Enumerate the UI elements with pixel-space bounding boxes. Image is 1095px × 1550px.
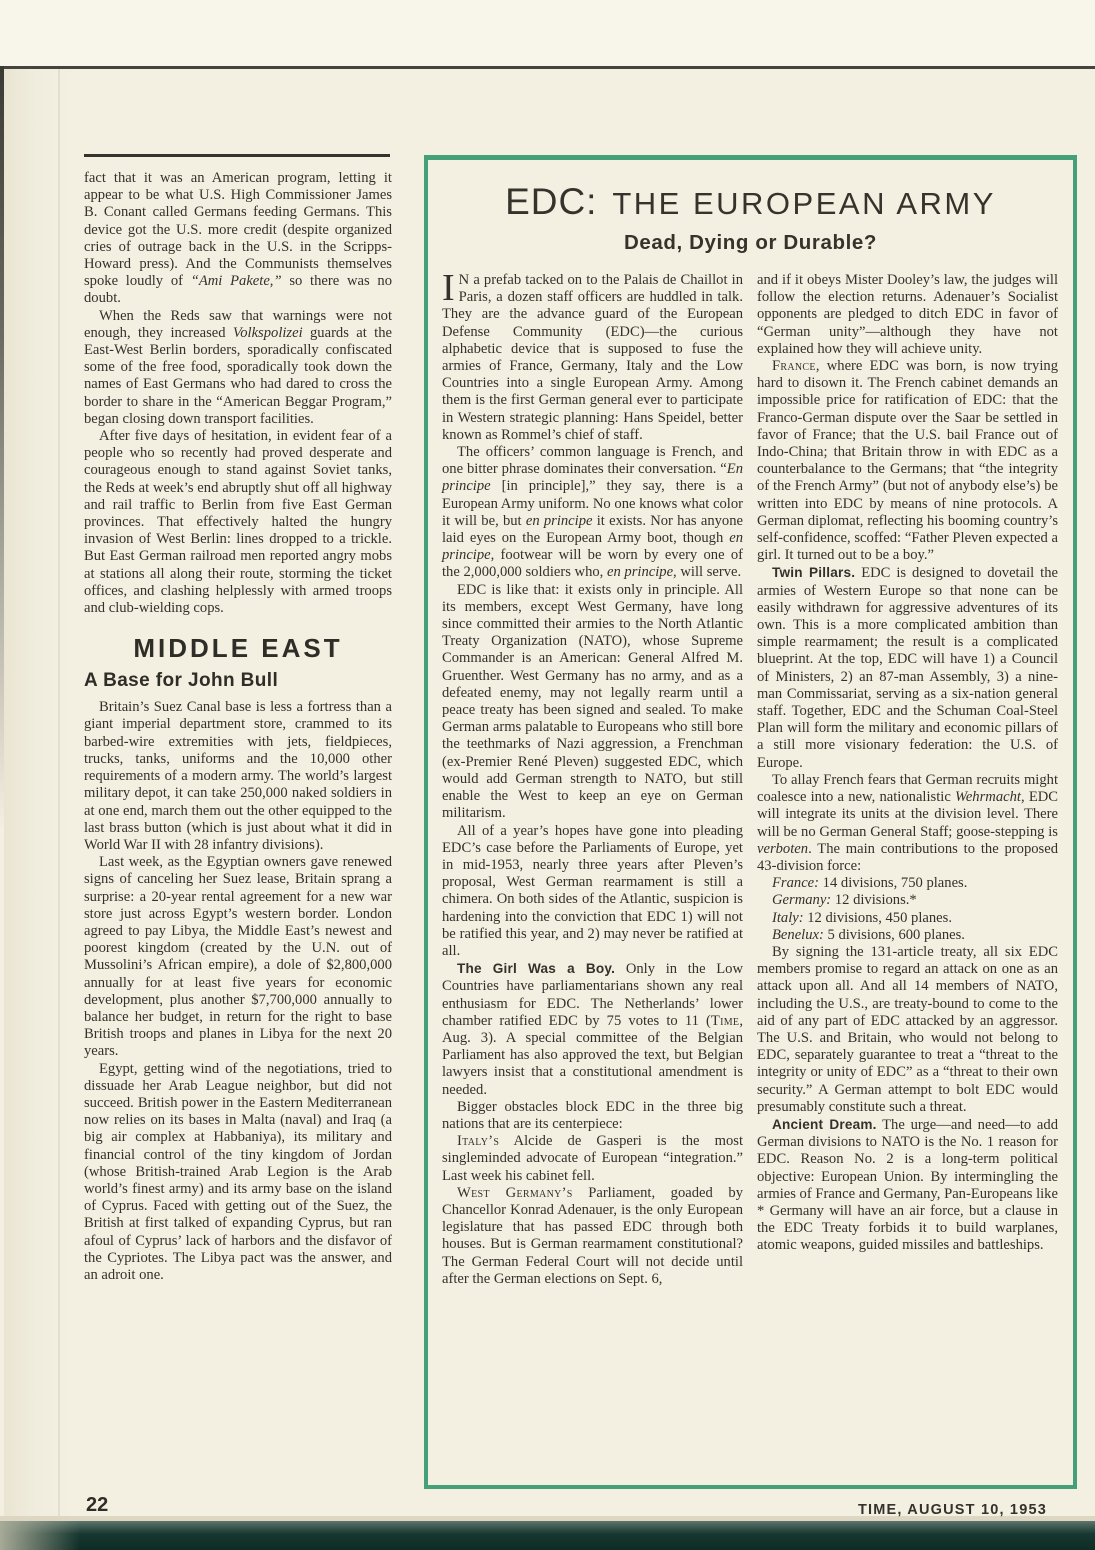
edc-title-rest: THE EUROPEAN ARMY	[612, 186, 996, 221]
edc-column-2	[757, 272, 1058, 1288]
continuation-paragraph: fact that it was an American program, letting it appear to be what U.S. High Commissioner James B. Conant called Germans feeding Germans. This device got the U.S. more credit (despite organized cries of outrage back in the U.S. in the Scripps-Howard press). And the Communists themselves spoke loudly of “Ami Pakete,” so there was no doubt.	[84, 170, 392, 307]
page-behind-edge	[0, 0, 1095, 66]
page-number: 22	[86, 1494, 109, 1516]
left-column	[84, 170, 392, 1492]
edc-columns	[442, 267, 1059, 1288]
page-curl-shading	[4, 69, 76, 1519]
paragraph: Last week, as the Egyptian owners gave renewed signs of canceling her Suez lease, Britain sprang a surprise: a 20-year rental agreement for a new war store just across Egypt’s western border. London agreed to pay Libya, the Middle East’s newest and poorest kingdom (created by the U.N. out of Mussolini’s African empire), a dole of $2,800,000 annually for at least five years for economic development, plus another $7,700,000 annually to balance her budget, in return for the right to base British troops and planes in Libya for the next 20 years.	[84, 854, 392, 1060]
paragraph: The Girl Was a Boy. Only in the Low Countries have parliamentarians shown any real enthusiasm for EDC. The Netherlands’ lower chamber ratified EDC by 75 votes to 11 (Time, Aug. 3). A special committee of the Belgian Parliament has also approved the text, but Belgian lawyers insist that a constitutional amendment is needed.	[442, 961, 744, 1098]
edc-article-box	[424, 155, 1077, 1489]
column-top-rule	[84, 154, 390, 157]
edc-article-title	[442, 182, 1059, 224]
scan-bottom-band-left	[0, 1521, 80, 1550]
continuation-paragraph: When the Reds saw that warnings were not enough, they increased Volkspolizei guards at the East-West Berlin borders, sporadically confiscated some of the free food, sporadically took down the names of East Germans who had dared to cross the border to share in the “American Beggar Program,” began closing down transport facilities.	[84, 307, 392, 427]
page-crease	[58, 69, 60, 1519]
scan-bottom-band	[0, 1521, 1095, 1550]
continuation-paragraph: After five days of hesitation, in evident fear of a people who so recently had proved desperate and courageous enough to stand against Soviet tanks, the Reds at week’s end abruptly shut off all highway and rail traffic to Berlin from five East German provinces. That effectively halted the hungry invasion of West Berlin: lines dropped to a trickle. But East German railroad men reported angry mobs at stations all along their route, storming the ticket offices, and clashing helplessly with armed troops and club-wielding cops.	[84, 428, 392, 617]
paragraph: Ancient Dream. The urge—and need—to add German divisions to NATO is the No. 1 reason for EDC. Reason No. 2 is a long-term political objective: European Union. By intermingling the armies of France and Germany, Pan-Europeans like	[757, 1116, 1058, 1202]
paragraph: Britain’s Suez Canal base is less a fortress than a giant imperial department store, crammed to its barbed-wire extremities with jets, fieldpieces, trucks, tanks, uniforms and the 10,000 other requirements of a modern army. The world’s largest military depot, it can take 250,000 naked soldiers in at one end, march them out the other equipped to the last brass button (which is just about what it did in World War II with 28 infantry divisions).	[84, 699, 392, 853]
contribution-line: Benelux: 5 divisions, 600 planes.	[772, 926, 965, 943]
paragraph: West Germany’s Parliament, goaded by Chancellor Konrad Adenauer, is the only European legislature that has passed EDC through both houses. But is German rearmament constitutional? The German Federal Court will not decide until after the German elections on Sept. 6,	[442, 1184, 743, 1287]
paragraph: and if it obeys Mister Dooley’s law, the judges will follow the election returns. Adenauer’s Socialist opponents are pledged to ditch EDC in favor of “German unity”—although they have not explained how they will achieve unity.	[757, 272, 1058, 357]
issue-line: TIME, AUGUST 10, 1953	[857, 1502, 1047, 1518]
paragraph: Egypt, getting wind of the negotiations, tried to dissuade her Arab League neighbor, but did not succeed. British power in the Eastern Mediterranean now relies on its bases in Malta (naval) and Iraq (a big air complex at Habbaniya), its military and financial control of the tiny kingdom of Jordan (whose British-trained Arab Legion is the Arab world’s finest army) and its army base on the island of Cyprus. Faced with getting out of the Suez, the British at first talked of expanding Cyprus, but ran afoul of Cyprus’ lack of harbors and the disfavor of the Cypriotes. The Libya pact was the answer, and an adroit one.	[84, 1060, 392, 1283]
paragraph: By signing the 131-article treaty, all six EDC members promise to regard an attack on one as an attack upon all. And all 14 members of NATO, including the U.S., are treaty-bound to come to the aid of any part of EDC attacked by an aggressor. The U.S. and Britain, who would not belong to EDC, separately guarantee to treat a “threat to the integrity or unity of EDC” as a “threat to their own security.” A German attempt to bolt EDC would presumably constitute such a threat.	[757, 943, 1058, 1115]
opening-text: N a prefab tacked on to the Palais de Chaillot in Paris, a dozen staff officers are huddled in talk. They are the advance guard of the European Defense Community (EDC)—the curious alphabetic device that is supposed to fuse the armies of France, Germany, Italy and the Low Countries into a single European Army. Among them is the first German general ever to participate in Western strategic planning: Hans Speidel, better known as Rommel’s chief of staff.	[442, 272, 743, 443]
paragraph: Twin Pillars. EDC is designed to dovetail the armies of Western Europe so that none can be easily withdrawn for aggressive adventures of its own. This is a more complicated ambition than simple rearmament; the result is a complicated blueprint. At the top, EDC will have 1) a Council of Ministers, 2) an 87-man Assembly, 3) a nine-man Commissariat, serving as a six-nation general staff. Together, EDC and the Schuman Coal-Steel Plan will form the military and economic pillars of a still more visionary federation: the U.S. of Europe.	[757, 565, 1058, 771]
contribution-line: Germany: 12 divisions.*	[772, 892, 917, 909]
paragraph: EDC is like that: it exists only in principle. All its members, except West Germany, have long since committed their armies to the North Atlantic Treaty Organization (NATO), whose Supreme Commander is an American: General Alfred M. Gruenther. West Germany has no army, and as a defeated enemy, may not legally rearm until a peace treaty has been signed and sealed. To make German arms palatable to Europeans who still bore the teethmarks of Nazi aggression, a Frenchman (ex-Premier René Pleven) suggested EDC, which would add German strength to NATO, but still enable the West to keep an eye on German militarism.	[442, 581, 743, 822]
edc-article-subtitle: Dead, Dying or Durable?	[623, 231, 877, 254]
contribution-line: France: 14 divisions, 750 planes.	[772, 875, 968, 892]
page-top-edge-line	[0, 66, 1095, 69]
contribution-line: Italy: 12 divisions, 450 planes.	[772, 909, 952, 926]
opening-paragraph	[442, 267, 743, 444]
edc-title-lead: EDC:	[505, 181, 598, 222]
paragraph: Italy’s Alcide de Gasperi is the most singleminded advocate of European “integration.” Last week his cabinet fell.	[442, 1133, 743, 1184]
paragraph: All of a year’s hopes have gone into pleading EDC’s case before the Parliaments of Europe, yet in mid-1953, nearly three years after Pleven’s proposal, West German rearmament is still a chimera. On both sides of the Atlantic, suspicion is hardening into the conviction that EDC 1) will not be ratified this year, and 2) may never be ratified at all.	[442, 822, 743, 959]
drop-cap: I	[442, 267, 455, 309]
paragraph: France, where EDC was born, is now trying hard to disown it. The French cabinet demands an impossible price for ratification of EDC: that the Franco-German dispute over the Saar be settled in favor of France; that the U.S. bail France out of Indo-China; that Britain throw in with EDC as a counterbalance to the Germans; that “the integrity of the French Army” (but not of anybody else’s) be written into EDC by means of nine protocols. A German diplomat, reflecting his booming country’s self-confidence, scoffed: “Father Pleven expected a girl. It turned out to be a boy.”	[757, 358, 1058, 564]
article-title-a-base-for-john-bull: A Base for John Bull	[84, 670, 279, 692]
footnote: * Germany will have an air force, but a clause in the EDC Treaty forbids it to build warplanes, atomic weapons, guided missiles and battleships.	[757, 1202, 1058, 1254]
edc-column-1	[442, 267, 744, 1288]
section-heading-middle-east: MIDDLE EAST	[133, 633, 343, 664]
paragraph: The officers’ common language is French, and one bitter phrase dominates their conversation. “En principe [in principle],” they say, there is a European Army uniform. No one knows what color it will be, but en principe it exists. Nor has anyone laid eyes on the European Army boot, though en principe, footwear will be worn by every one of the 2,000,000 soldiers who, en principe, will serve.	[442, 444, 743, 581]
contributions-list	[757, 875, 1058, 944]
paragraph: To allay French fears that German recruits might coalesce into a new, nationalistic Wehrmacht, EDC will integrate its units at the division level. There will be no German General Staff; goose-stepping is verboten. The main contributions to the proposed 43-division force:	[757, 771, 1059, 874]
paragraph: Bigger obstacles block EDC in the three big nations that are its centerpiece:	[442, 1098, 743, 1132]
